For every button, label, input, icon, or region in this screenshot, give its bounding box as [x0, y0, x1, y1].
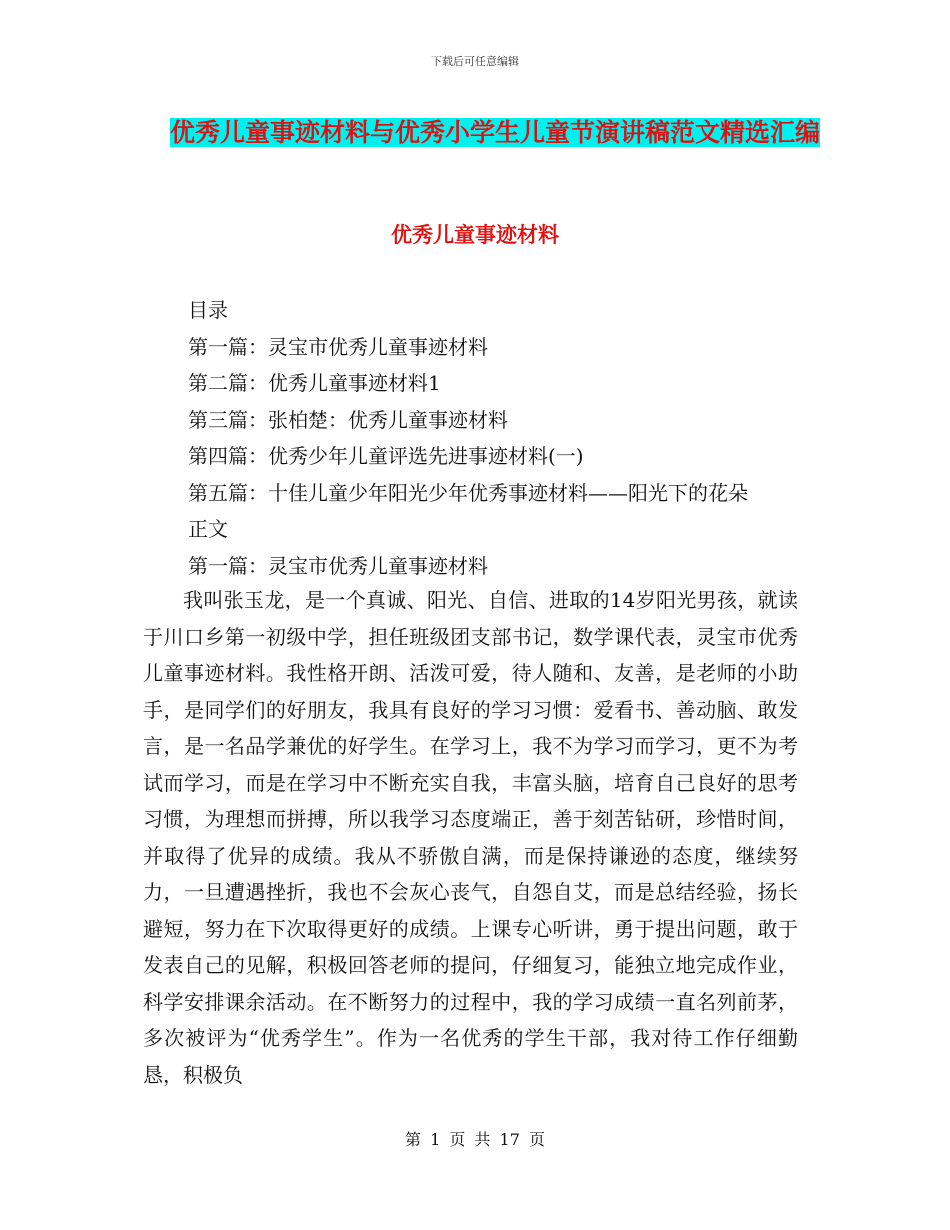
- chapter-heading: 第一篇：灵宝市优秀儿童事迹材料: [188, 553, 488, 578]
- toc-item: 第二篇：优秀儿童事迹材料1: [188, 371, 441, 395]
- page-number: 第 1 页 共 17 页: [405, 1130, 545, 1149]
- toc-item: 第四篇：优秀少年儿童评选先进事迹材料(一): [188, 444, 584, 468]
- document-title: [150, 108, 840, 158]
- body-heading: 正文: [188, 517, 228, 541]
- toc-heading: 目录: [188, 298, 228, 322]
- document-title-text: 优秀儿童事迹材料与优秀小学生儿童节演讲稿范文精选汇编: [169, 118, 820, 147]
- section-title: 优秀儿童事迹材料: [391, 223, 559, 247]
- toc-item: 第三篇：张柏楚：优秀儿童事迹材料: [188, 407, 508, 432]
- toc-item: 第五篇：十佳儿童少年阳光少年优秀事迹材料——阳光下的花朵: [188, 480, 748, 505]
- body-paragraph: 我叫张玉龙，是一个真诚、阳光、自信、进取的14岁阳光男孩，就读于川口乡第一初级中学，担任班级团支部书记，数学课代表，灵宝市优秀儿童事迹材料。我性格开朗、活泼可爱，待人随和、友善，是老师的小助手，是同学们的好朋友，我具有良好的学习习惯：爱看书、善动脑、敢发言，是一名品学兼优的好学生。在学习上，我不为学习而学习，更不为考试而学习，而是在学习中不断充实自我，丰富头脑，培育自己良好的思考习惯，为理想而拼搏，所以我学习态度端正，善于刻苦钻研，珍惜时间，并取得了优异的成绩。我从不骄傲自满，而是保持谦逊的态度，继续努力，一旦遭遇挫折，我也不会灰心丧气，自怨自艾，而是总结经验，扬长避短，努力在下次取得更好的成绩。上课专心听讲，勇于提出问题，敢于发表自己的见解，积极回答老师的提问，仔细复习，能独立地完成作业，科学安排课余活动。在不断努力的过程中，我的学习成绩一直名列前茅，多次被评为“优秀学生”。作为一名优秀的学生干部，我对待工作仔细勤恳，积极负: [143, 588, 798, 1087]
- table-of-contents: [188, 292, 828, 584]
- header-note: 下载后可任意编辑: [431, 55, 519, 68]
- toc-item: 第一篇：灵宝市优秀儿童事迹材料: [188, 334, 488, 359]
